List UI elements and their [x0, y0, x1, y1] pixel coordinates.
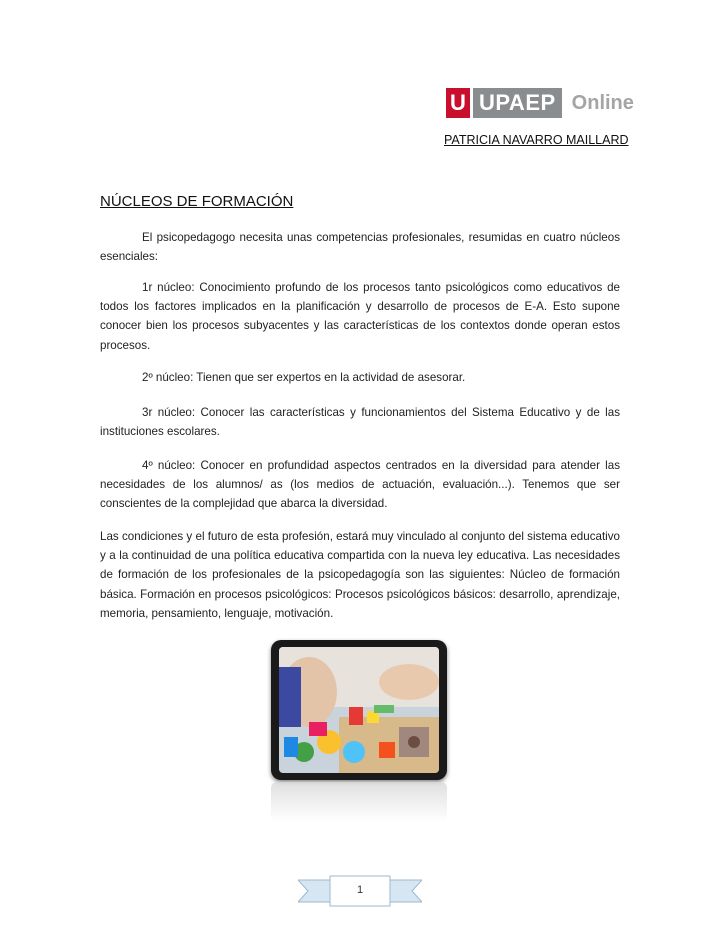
section-title: NÚCLEOS DE FORMACIÓN	[100, 193, 294, 210]
logo-mark: U	[446, 88, 470, 118]
page-number-ribbon	[298, 872, 422, 908]
logo-suffix: Online	[571, 91, 634, 114]
photo-frame	[271, 640, 447, 780]
children-toys-photo	[279, 647, 439, 773]
paragraph-nucleo-4: 4º núcleo: Conocer en profundidad aspectos centrados en la diversidad para atender las necesidades de los alumnos/ as (los medios de actuación, evaluación...). Tenemos que ser conscientes de la complejidad que abarca la diversidad.	[100, 459, 620, 511]
paragraph-nucleo-1: 1r núcleo: Conocimiento profundo de los procesos tanto psicológicos como educativos de todos los factores implicados en la planificación y desarrollo de procesos de E-A. Esto supone conocer bien los procesos subyacentes y las características de los contextos donde operan estos procesos.	[100, 281, 620, 352]
upaep-online-logo	[446, 88, 634, 118]
photo-reflection	[271, 782, 447, 822]
logo-name: UPAEP	[473, 88, 562, 118]
author-name: PATRICIA NAVARRO MAILLARD	[444, 133, 629, 147]
paragraph-conclusion: Las condiciones y el futuro de esta profesión, estará muy vinculado al conjunto del sistema educativo y a la continuidad de una política educativa compartida con la nueva ley educativa. Las necesidades de formación de los profesionales de la psicopedagogía son las siguientes: Núcleo de formación básica. Formación en procesos psicológicos: Procesos psicológicos básicos: desarrollo, aprendizaje, memoria, pensamiento, lenguaje, motivación.	[100, 530, 620, 620]
page-number: 1	[356, 884, 364, 896]
toys-illustration	[279, 647, 439, 773]
paragraph-nucleo-3: 3r núcleo: Conocer las características y funcionamientos del Sistema Educativo y de las instituciones escolares.	[100, 406, 620, 439]
paragraph-nucleo-2: 2º núcleo: Tienen que ser expertos en la actividad de asesorar.	[142, 371, 466, 384]
paragraph-intro: El psicopedagogo necesita unas competencias profesionales, resumidas en cuatro núcleos esenciales:	[100, 231, 620, 264]
